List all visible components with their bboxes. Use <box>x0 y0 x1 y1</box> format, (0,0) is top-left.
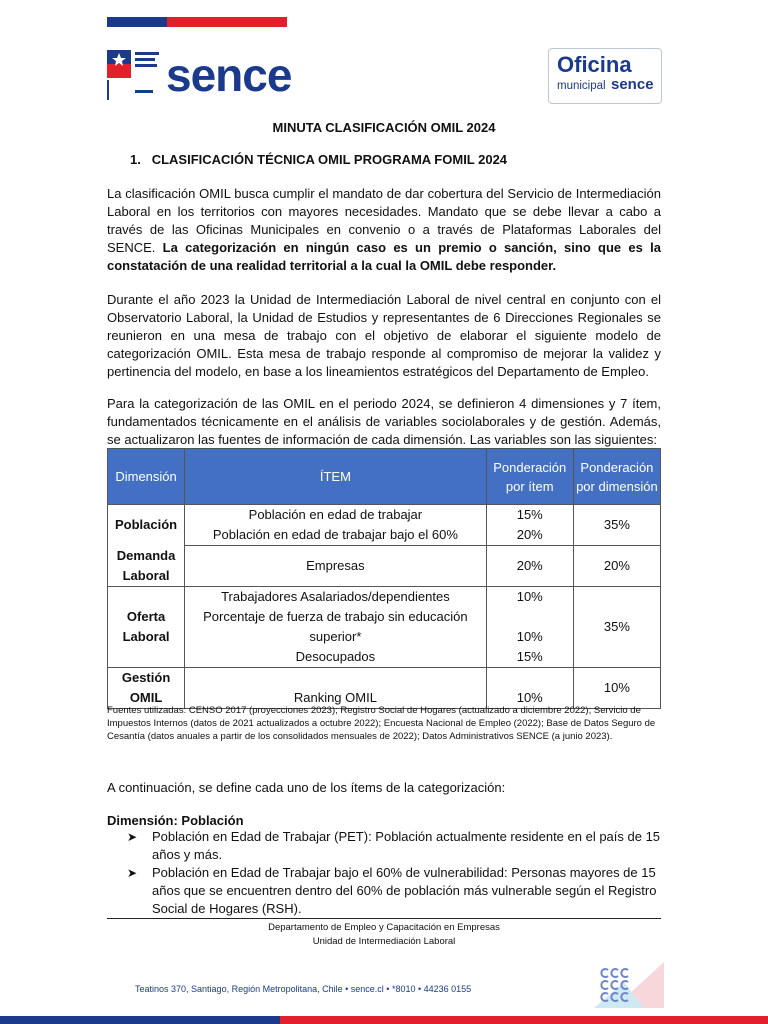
paragraph-1: La clasificación OMIL busca cumplir el mandato de dar cobertura del Servicio de Intermediación Laboral en los territorios con mayores necesidades. Mandato que se debe llevar a cabo a través de las Oficinas Municipales en convenio o a través de Plataformas Laborales del SENCE. La categorización en ningún caso es un premio o sanción, sino que es la constatación de una realidad territorial a la cual la OMIL debe responder. <box>107 186 661 273</box>
bottom-color-bar <box>0 1016 768 1024</box>
item-weight-cell: 10% <box>486 607 573 647</box>
table-row <box>108 505 661 526</box>
list-item: ➤ Población en Edad de Trabajar (PET): Población actualmente residente en el país de 15 años y más. <box>127 829 661 862</box>
table-row <box>108 667 661 708</box>
footer-unit: Unidad de Intermediación Laboral <box>312 936 456 947</box>
footer-department: Departamento de Empleo y Capacitación en Empresas <box>268 922 500 933</box>
header-item: ÍTEM <box>185 449 487 505</box>
top-color-bar <box>107 17 287 27</box>
item-cell: Trabajadores Asalariados/dependientes <box>185 586 487 607</box>
sources-note: Fuentes utilizadas: CENSO 2017 (proyecciones 2023); Registro Social de Hogares (actualizado a diciembre 2022); Servicio de Impuestos Internos (datos de 2021 actualizados a octubre 2022); Encuesta Nacional de Empleo (2022); Base de Datos Seguro de Cesantía (datos anuales a partir de los consolidados mensuales de 2022); Datos Administrativos SENCE (a junio 2023). <box>107 705 656 742</box>
dimension-cell: Población <box>108 505 185 546</box>
dimension-weight-cell: 35% <box>573 505 660 546</box>
paragraph-2: Durante el año 2023 la Unidad de Intermediación Laboral de nivel central en conjunto con el Observatorio Laboral, la Unidad de Estudios y representantes de 6 Direcciones Regionales se reunieron en una mesa de trabajo con el objetivo de elaborar el siguiente modelo de categorización OMIL. Esta mesa de trabajo responde al compromiso de mejorar la validez y pertinencia del modelo, en base a los lineamientos estratégicos del Departamento de Empleo. <box>107 292 661 379</box>
document-title: MINUTA CLASIFICACIÓN OMIL 2024 <box>272 120 496 135</box>
arrow-bullet-icon: ➤ <box>127 830 138 844</box>
item-cell: Empresas <box>185 546 487 587</box>
item-cell: Ranking OMIL <box>185 667 487 708</box>
oficina-sence: sence <box>611 76 654 93</box>
oficina-title: Oficina <box>557 52 632 77</box>
footer-divider <box>107 918 661 919</box>
dimension-cell: Oferta Laboral <box>108 586 185 667</box>
header-dimension: Dimensión <box>108 449 185 505</box>
decorative-pattern-icon <box>594 962 664 1008</box>
dimension-weight-cell: 20% <box>573 546 660 587</box>
oficina-subtitle: municipal <box>557 80 606 92</box>
dimension-cell: Gestión OMIL <box>108 667 185 708</box>
dimension-weight-cell: 35% <box>573 586 660 667</box>
classification-table <box>107 448 661 709</box>
item-weight-cell: 20% <box>486 525 573 546</box>
item-weight-cell: 20% <box>486 546 573 587</box>
oficina-municipal-logo <box>548 48 662 104</box>
item-cell: Porcentaje de fuerza de trabajo sin educación superior* <box>185 607 487 647</box>
continuation-text: A continuación, se define cada uno de los ítems de la categorización: <box>107 780 506 795</box>
footer-address: Teatinos 370, Santiago, Región Metropolitana, Chile • sence.cl • *8010 • 44236 0155 <box>135 984 472 994</box>
section-title: 1. CLASIFICACIÓN TÉCNICA OMIL PROGRAMA FOMIL 2024 <box>130 152 508 167</box>
sence-logo: sence <box>166 49 292 101</box>
bullet-list <box>107 828 661 918</box>
item-weight-cell: 10% <box>486 667 573 708</box>
item-cell: Desocupados <box>185 647 487 668</box>
item-weight-cell: 15% <box>486 505 573 526</box>
list-item: ➤ Población en Edad de Trabajar bajo el 60% de vulnerabilidad: Personas mayores de 15 años que se encuentren dentro del 60% de población más vulnerable según el Registro Social de Hogares (RSH). <box>127 865 657 916</box>
item-weight-cell: 15% <box>486 647 573 668</box>
item-weight-cell: 10% <box>486 586 573 607</box>
table-row <box>108 546 661 587</box>
dimension-weight-cell: 10% <box>573 667 660 708</box>
header-item-weight: Ponderación por ítem <box>486 449 573 505</box>
arrow-bullet-icon: ➤ <box>127 866 138 880</box>
item-cell: Población en edad de trabajar <box>185 505 487 526</box>
table-row <box>108 586 661 607</box>
paragraph-3: Para la categorización de las OMIL en el periodo 2024, se definieron 4 dimensiones y 7 ítem, fundamentados técnicamente en el análisis de variables sociolaborales y de gestión. Además, se actualizaron las fuentes de información de cada dimensión. Las variables son las siguientes: <box>107 396 661 447</box>
dimension-heading: Dimensión: Población <box>107 813 244 828</box>
item-cell: Población en edad de trabajar bajo el 60% <box>185 525 487 546</box>
header-dimension-weight: Ponderación por dimensión <box>573 449 660 505</box>
dimension-cell: Demanda Laboral <box>108 546 185 587</box>
government-logo <box>107 50 161 100</box>
